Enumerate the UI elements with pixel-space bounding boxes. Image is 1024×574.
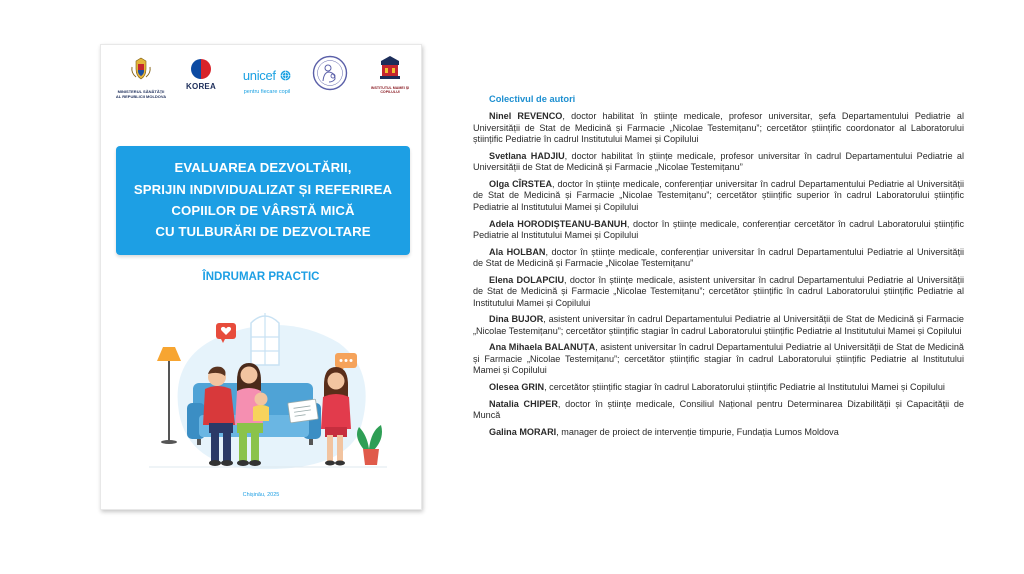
family-consultation-illustration (139, 303, 391, 475)
cover-title-box (116, 146, 410, 255)
author-entry (473, 382, 964, 393)
author-entry (473, 111, 964, 145)
author-entry (473, 342, 964, 376)
author-name: Ana Mihaela BALANUȚA (489, 342, 596, 353)
author-name: Elena DOLAPCIU (489, 274, 565, 285)
korea-logo (183, 59, 219, 91)
korea-label: KOREA (186, 82, 216, 91)
authors-heading: Colectivul de autori (489, 94, 576, 104)
unicef-label: unicef (242, 68, 276, 83)
unicef-globe-icon (280, 70, 291, 81)
author-entry (473, 275, 964, 309)
author-entry (473, 427, 964, 438)
author-description: , doctor în științe medicale, conferențiar cercetător în cadrul Laboratorului științific Pediatrie al Institutului Mamei și Copilului (473, 218, 964, 240)
author-entry (473, 399, 964, 422)
author-name: Olga CÎRSTEA (489, 179, 553, 190)
author-description: , cercetător științific stagiar în cadrul Laboratorului științific Pediatrie al Institutului Mamei și Copilului (544, 381, 945, 392)
author-description: , manager de proiect de intervenție timpurie, Fundația Lumos Moldova (556, 426, 839, 437)
author-name: Olesea GRIN (489, 381, 545, 392)
cover-title-line-3: COPIILOR DE VÂRSTĂ MICĂ (171, 203, 355, 218)
floor-lamp-icon (157, 347, 181, 444)
cover-subtitle: ÎNDRUMAR PRACTIC (202, 271, 320, 283)
institute-name: INSTITUTUL MAMEI ȘI COPILULUI (370, 86, 410, 95)
author-name: Galina MORARI (489, 426, 557, 437)
author-description: , doctor în științe medicale, Consiliul Național pentru Determinarea Dizabilității și Capacității de Muncă (473, 398, 964, 421)
author-name: Ninel REVENCO (489, 111, 563, 122)
author-description: , doctor în științe medicale, conferențiar universitar în cadrul Departamentului Pediatrie al Universității de Stat de Medicină și Farmacie „Nicolae Testemițanu”; cercetător științific superior în cadrul Laboratorului științific Pediatrie al Institutului Mamei și Copilului (473, 179, 965, 212)
author-list (473, 111, 964, 438)
book-cover (100, 44, 422, 510)
ministry-logo (115, 57, 167, 99)
cover-title-line-1: EVALUAREA DEZVOLTĂRII, (174, 160, 352, 175)
ministry-name: MINISTERUL SĂNĂTĂȚII AL REPUBLICII MOLDOVA (115, 89, 167, 99)
institute-building-icon (378, 55, 402, 81)
author-description: , doctor habilitat în științe medicale, profesor universitar, șefa Departamentului Pediatrie al Universității de Stat de Medicină și Farmacie „Nicolae Testemițanu”; cercetător științific coordonator al Laboratorului științific Pediatrie în cadrul Institutului Mamei și Copilului (473, 111, 964, 145)
author-entry (473, 179, 964, 213)
author-description: , doctor habilitat în științe medicale, profesor universitar în cadrul Departamentului Pediatrie al Universității de Stat de Medicină și Farmacie „Nicolae Testemițanu” (473, 150, 964, 173)
author-entry (473, 247, 964, 270)
author-name: Dina BUJOR (489, 314, 544, 325)
author-description: , asistent universitar în cadrul Departamentului Pediatrie al Universității de Stat de Medicină și Farmacie „Nicolae Testemițanu”; cercetător științific stagiar în cadrul Laboratorului științific Pediatrie al Institutului Mamei și Copilului (473, 342, 964, 376)
institute-logo (363, 55, 417, 94)
author-entry (473, 151, 964, 174)
cover-place-year: Chișinău, 2025 (242, 492, 280, 498)
author-entry (473, 219, 964, 242)
round-emblem-logo (311, 55, 349, 96)
author-description: , asistent universitar în cadrul Departamentului Pediatrie al Universității de Stat de Medicină și Farmacie „Nicolae Testemițanu”; cercetător științific stagiar în cadrul Laboratorului științific Pediatrie al Institutului Mamei și Copilului (473, 314, 964, 336)
window-icon (251, 313, 279, 365)
unicef-tagline: pentru fiecare copil (243, 89, 291, 95)
mother-child-emblem-icon (312, 55, 348, 91)
author-name: Adela HORODIȘTEANU-BANUH (489, 218, 627, 229)
author-description: , doctor în științe medicale, asistent universitar în cadrul Departamentului Pediatrie al Universității de Stat de Medicină și Farmacie „Nicolae Testemițanu”; cercetător științific în cadrul Laboratorului științific Pediatrie al Institutului Mamei și Copilului (473, 274, 964, 308)
unicef-logo (237, 67, 297, 95)
cover-title-line-2: SPRIJIN INDIVIDUALIZAT ȘI REFERIREA (133, 182, 393, 197)
document-icon (288, 399, 319, 423)
cover-title-line-4: CU TULBURĂRI DE DEZVOLTARE (155, 224, 371, 239)
author-entry (473, 314, 964, 337)
author-name: Ala HOLBAN (489, 246, 546, 257)
author-description: , doctor în științe medicale, conferențiar universitar în cadrul Departamentului Pediatrie al Universității de Stat de Medicină și Farmacie „Nicolae Testemițanu” (473, 246, 965, 269)
korea-symbol-icon (191, 59, 211, 79)
author-name: Svetlana HADJIU (489, 150, 565, 161)
coat-of-arms-icon (130, 57, 152, 83)
author-name: Natalia CHIPER (489, 398, 558, 409)
authors-section (473, 94, 964, 443)
potted-plant-icon (357, 425, 382, 465)
